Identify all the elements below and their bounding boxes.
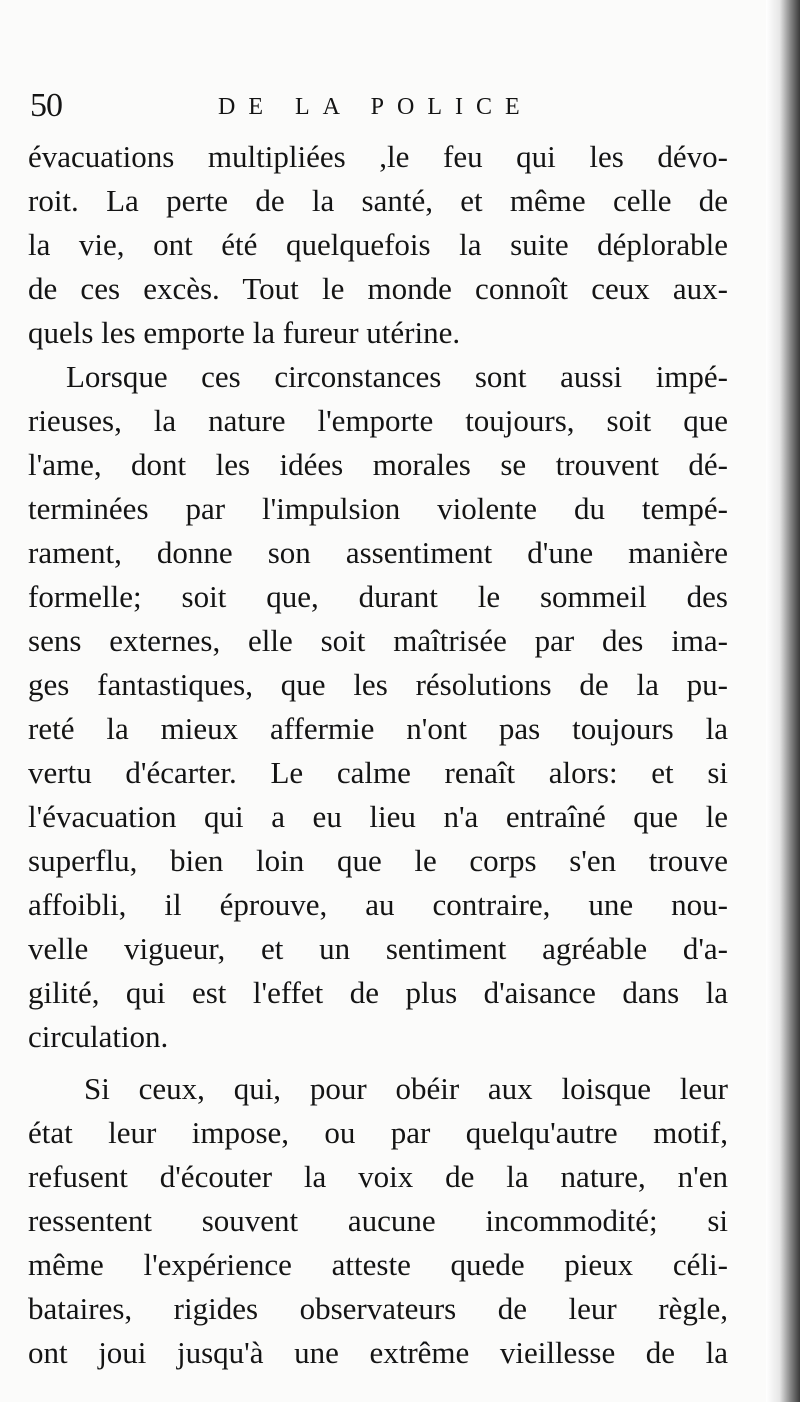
text-line: rieuses, la nature l'emporte toujours, soit que [28,403,728,438]
text-line: affoibli, il éprouve, au contraire, une nou- [28,887,728,922]
body-text [28,135,728,1375]
text-line: reté la mieux affermie n'ont pas toujours la [28,711,728,746]
text-line: rament, donne son assentiment d'une manière [28,535,728,570]
paragraph [28,1067,728,1375]
text-line: ressentent souvent aucune incommodité; si [28,1203,728,1238]
text-line: ont joui jusqu'à une extrême vieillesse de la [28,1335,728,1370]
running-title: DE LA POLICE [218,94,533,120]
page-number: 50 [30,87,62,124]
text-line: la vie, ont été quelquefois la suite déplorable [28,227,728,262]
paragraph [28,355,728,1059]
paragraph [28,135,728,355]
page-edge-shadow [766,0,800,1402]
text-line: ges fantastiques, que les résolutions de la pu- [28,667,728,702]
text-line: roit. La perte de la santé, et même celle de [28,183,728,218]
text-line: Lorsque ces circonstances sont aussi impé- [66,359,728,394]
text-line: même l'expérience atteste quede pieux céli- [28,1247,728,1282]
text-line: sens externes, elle soit maîtrisée par des ima- [28,623,728,658]
text-line: l'ame, dont les idées morales se trouvent dé- [28,447,728,482]
text-line: de ces excès. Tout le monde connoît ceux aux- [28,271,728,306]
text-line: état leur impose, ou par quelqu'autre motif, [28,1115,728,1150]
text-line: velle vigueur, et un sentiment agréable d'a- [28,931,728,966]
text-line: circulation. [28,1019,169,1054]
text-line: gilité, qui est l'effet de plus d'aisance dans la [28,975,728,1010]
running-head [30,86,770,126]
text-line: quels les emporte la fureur utérine. [28,315,461,350]
text-line: l'évacuation qui a eu lieu n'a entraîné que le [28,799,728,834]
text-line: formelle; soit que, durant le sommeil des [28,579,728,614]
text-line: Si ceux, qui, pour obéir aux loisque leur [84,1071,728,1106]
text-line: bataires, rigides observateurs de leur règle, [28,1291,728,1326]
text-line: superflu, bien loin que le corps s'en trouve [28,843,728,878]
text-line: évacuations multipliées ,le feu qui les dévo- [28,139,728,174]
text-line: vertu d'écarter. Le calme renaît alors: et si [28,755,728,790]
text-line: terminées par l'impulsion violente du tempé- [28,491,728,526]
text-line: refusent d'écouter la voix de la nature, n'en [28,1159,728,1194]
